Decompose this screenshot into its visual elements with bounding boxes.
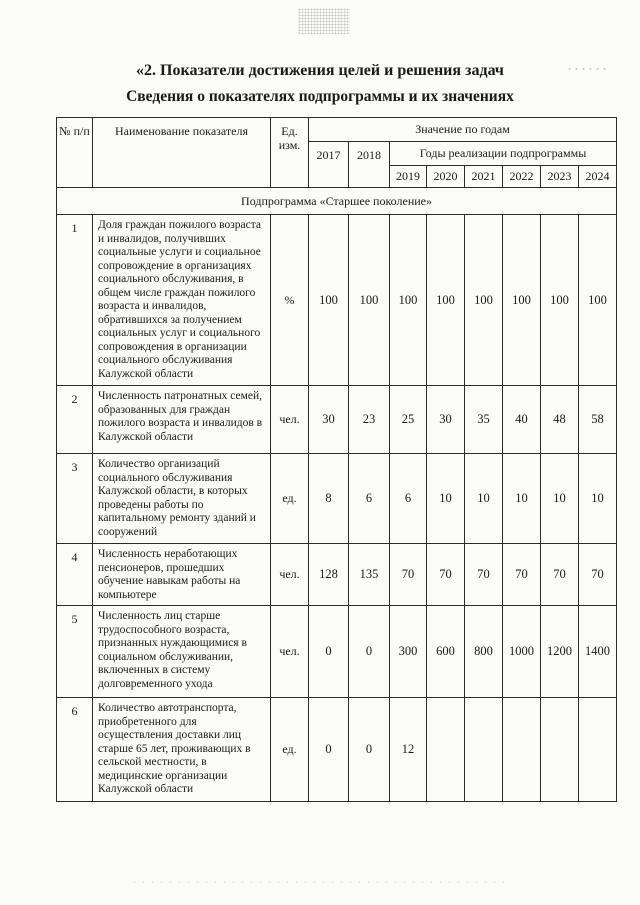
row-value: 600	[427, 606, 465, 698]
row-value: 100	[503, 215, 541, 386]
scan-noise-bottom	[130, 880, 510, 884]
header-year-2019: 2019	[390, 166, 427, 188]
header-name: Наименование показателя	[93, 118, 271, 188]
row-value	[427, 698, 465, 802]
row-value	[579, 698, 617, 802]
table-row	[57, 215, 617, 386]
row-value: 30	[309, 386, 349, 454]
scan-artifact	[298, 8, 350, 34]
row-value: 30	[427, 386, 465, 454]
row-value: 1000	[503, 606, 541, 698]
row-num: 2	[57, 386, 93, 454]
row-name: Численность лиц старше трудоспособного возраста, признанных нуждающимися в социальном обслуживании, включенных в систему долговременного ухода	[93, 606, 271, 698]
row-num: 1	[57, 215, 93, 386]
row-value: 23	[349, 386, 390, 454]
header-year-2017: 2017	[309, 142, 349, 188]
row-value: 48	[541, 386, 579, 454]
row-value: 70	[390, 544, 427, 606]
table-row	[57, 544, 617, 606]
header-num: № п/п	[57, 118, 93, 188]
row-name: Количество автотранспорта, приобретенного для осуществления доставки лиц старше 65 лет, проживающих в сельской местности, в медицинские организации Калужской области	[93, 698, 271, 802]
row-value: 10	[541, 454, 579, 544]
row-unit: чел.	[271, 386, 309, 454]
row-value: 10	[427, 454, 465, 544]
row-unit: ед.	[271, 454, 309, 544]
row-value: 0	[309, 606, 349, 698]
row-value: 6	[349, 454, 390, 544]
row-value: 128	[309, 544, 349, 606]
row-unit: чел.	[271, 606, 309, 698]
row-num: 4	[57, 544, 93, 606]
header-year-2023: 2023	[541, 166, 579, 188]
row-name: Доля граждан пожилого возраста и инвалидов, получивших социальные услуги и социальное сопровождение в организациях социального обслуживания, в общем числе граждан пожилого возраста и инвалидов, обратившихся за получением социальных услуг и социального сопровождения в организации социального обслуживания Калужской области	[93, 215, 271, 386]
row-value: 100	[349, 215, 390, 386]
table-row	[57, 606, 617, 698]
header-year-2021: 2021	[465, 166, 503, 188]
row-value	[465, 698, 503, 802]
document-subtitle: Сведения о показателях подпрограммы и их значениях	[126, 88, 514, 105]
row-name: Численность неработающих пенсионеров, прошедших обучение навыкам работы на компьютере	[93, 544, 271, 606]
row-unit: %	[271, 215, 309, 386]
row-value: 70	[503, 544, 541, 606]
row-value: 0	[349, 606, 390, 698]
row-value: 0	[309, 698, 349, 802]
header-year-2022: 2022	[503, 166, 541, 188]
table-row	[57, 386, 617, 454]
table-row	[57, 698, 617, 802]
header-year-2024: 2024	[579, 166, 617, 188]
row-value: 58	[579, 386, 617, 454]
row-value: 70	[579, 544, 617, 606]
row-value: 100	[541, 215, 579, 386]
row-value: 100	[465, 215, 503, 386]
header-values: Значение по годам	[309, 118, 617, 142]
row-value: 6	[390, 454, 427, 544]
row-num: 5	[57, 606, 93, 698]
header-unit: Ед. изм.	[271, 118, 309, 188]
row-value: 25	[390, 386, 427, 454]
row-value: 70	[541, 544, 579, 606]
row-name: Количество организаций социального обслуживания Калужской области, в которых проведены работы по капитальному ремонту зданий и сооружений	[93, 454, 271, 544]
row-value: 70	[465, 544, 503, 606]
row-num: 3	[57, 454, 93, 544]
row-num: 6	[57, 698, 93, 802]
row-value: 100	[390, 215, 427, 386]
row-value: 1400	[579, 606, 617, 698]
row-value: 10	[503, 454, 541, 544]
row-value: 1200	[541, 606, 579, 698]
document-title: «2. Показатели достижения целей и решения задач	[136, 62, 504, 79]
row-value: 35	[465, 386, 503, 454]
row-value	[541, 698, 579, 802]
row-value: 8	[309, 454, 349, 544]
row-value: 40	[503, 386, 541, 454]
header-impl-years: Годы реализации подпрограммы	[390, 142, 617, 166]
row-value: 100	[427, 215, 465, 386]
row-value: 800	[465, 606, 503, 698]
table-row	[57, 454, 617, 544]
row-value: 100	[579, 215, 617, 386]
row-value	[503, 698, 541, 802]
header-year-2020: 2020	[427, 166, 465, 188]
subprogram-title: Подпрограмма «Старшее поколение»	[57, 188, 617, 215]
row-value: 100	[309, 215, 349, 386]
row-value: 135	[349, 544, 390, 606]
indicators-table	[56, 117, 617, 802]
row-name: Численность патронатных семей, образованных для граждан пожилого возраста и инвалидов в Калужской области	[93, 386, 271, 454]
row-value: 10	[579, 454, 617, 544]
row-value: 300	[390, 606, 427, 698]
row-value: 10	[465, 454, 503, 544]
row-unit: ед.	[271, 698, 309, 802]
row-value: 12	[390, 698, 427, 802]
header-year-2018: 2018	[349, 142, 390, 188]
row-value: 70	[427, 544, 465, 606]
row-value: 0	[349, 698, 390, 802]
row-unit: чел.	[271, 544, 309, 606]
